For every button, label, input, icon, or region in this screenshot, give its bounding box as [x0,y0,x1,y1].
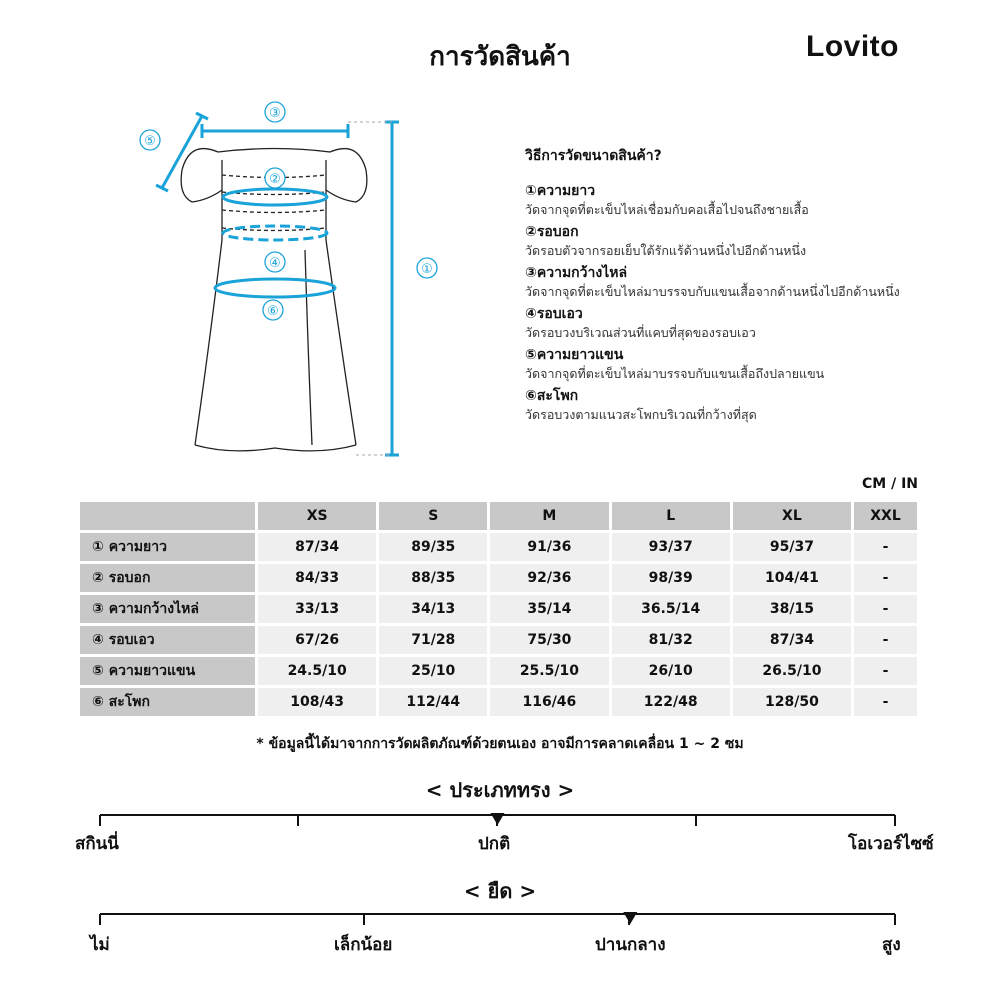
guide-item-desc: วัดรอบตัวจากรอยเย็บใต้รักแร้ด้านหนึ่งไปอีกด้านหนึ่ง [525,243,807,258]
table-cell: 112/44 [379,688,487,716]
row-label: ① ความยาว [80,533,255,561]
guide-item [525,263,955,301]
table-cell: 26/10 [612,657,730,685]
table-cell: 35/14 [490,595,608,623]
guide-dash [348,122,392,455]
fit-pointer [491,813,505,825]
table-cell: 108/43 [258,688,376,716]
size-header: S [379,502,487,530]
table-row [80,657,917,685]
table-cell: 88/35 [379,564,487,592]
row-label: ② รอบอก [80,564,255,592]
guide-item-title: ⑤ความยาวแขน [525,347,624,363]
table-cell: 93/37 [612,533,730,561]
marker-2: ② [269,172,281,187]
guide-item-desc: วัดรอบวงตามแนวสะโพกบริเวณที่กว้างที่สุด [525,407,757,422]
guide-item [525,345,955,383]
stretch-label-medium: ปานกลาง [595,935,666,955]
guide-item-desc: วัดจากจุดที่ตะเข็บไหล่เชื่อมกับคอเสื้อไปจนถึงชายเสื้อ [525,202,809,217]
stretch-scale-title: < ยืด > [463,879,537,903]
row-label: ③ ความกว้างไหล่ [80,595,255,623]
table-cell: 25/10 [379,657,487,685]
table-header-row [80,502,917,530]
table-row [80,564,917,592]
table-cell: 25.5/10 [490,657,608,685]
table-cell: 26.5/10 [733,657,851,685]
table-row [80,626,917,654]
fit-scale-axis [100,815,895,826]
table-cell: 24.5/10 [258,657,376,685]
guide-item-title: ③ความกว้างไหล่ [525,265,628,281]
page-title: การวัดสินค้า [429,42,571,72]
table-cell: 89/35 [379,533,487,561]
table-cell: 128/50 [733,688,851,716]
size-header: XXL [854,502,917,530]
size-header: L [612,502,730,530]
stretch-label-high: สูง [882,935,901,955]
guide-heading: วิธีการวัดขนาดสินค้า? [525,148,662,164]
table-cell: - [854,533,917,561]
table-cell: 36.5/14 [612,595,730,623]
table-row [80,533,917,561]
size-header: M [490,502,608,530]
guide-item-desc: วัดจากจุดที่ตะเข็บไหล่มาบรรจบกับแขนเสื้อจากด้านหนึ่งไปอีกด้านหนึ่ง [525,284,900,299]
table-cell: 34/13 [379,595,487,623]
brand-logo: Lovito [806,30,899,63]
marker-5: ⑤ [144,134,156,149]
table-cell: 67/26 [258,626,376,654]
table-cell: - [854,657,917,685]
table-cell: 38/15 [733,595,851,623]
table-cell: 87/34 [258,533,376,561]
guide-item [525,222,955,260]
guide-item [525,386,955,424]
marker-3: ③ [269,106,281,121]
guide-item-desc: วัดจากจุดที่ตะเข็บไหล่มาบรรจบกับแขนเสื้อถึงปลายแขน [525,366,825,381]
size-header: XS [258,502,376,530]
measure-lines [156,113,399,455]
table-cell: 84/33 [258,564,376,592]
table-cell: 122/48 [612,688,730,716]
table-cell: 33/13 [258,595,376,623]
table-cell: - [854,595,917,623]
fit-label-skinny: สกินนี่ [75,834,119,854]
size-header: XL [733,502,851,530]
table-cell: 91/36 [490,533,608,561]
guide-item-title: ⑥สะโพก [525,388,579,404]
row-label: ⑤ ความยาวแขน [80,657,255,685]
marker-4: ④ [269,256,281,271]
table-cell: 92/36 [490,564,608,592]
fit-label-oversize: โอเวอร์ไซซ์ [848,834,934,854]
guide-item-title: ②รอบอก [525,224,579,240]
unit-label: CM / IN [862,476,918,492]
stretch-pointer [623,912,637,924]
size-table [77,499,920,719]
guide-item [525,304,955,342]
marker-6: ⑥ [267,304,279,319]
guide-item-title: ①ความยาว [525,183,596,199]
fit-label-regular: ปกติ [478,834,511,854]
stretch-scale-axis [100,914,895,925]
fit-scale-title: < ประเภททรง > [425,778,575,802]
stretch-label-none: ไม่ [90,935,110,955]
table-cell: 104/41 [733,564,851,592]
table-cell: 98/39 [612,564,730,592]
guide-item-desc: วัดรอบวงบริเวณส่วนที่แคบที่สุดของรอบเอว [525,325,756,340]
table-cell: 75/30 [490,626,608,654]
table-cell: 95/37 [733,533,851,561]
guide-item [525,181,955,219]
table-corner [80,502,255,530]
table-cell: 116/46 [490,688,608,716]
measurement-note: * ข้อมูลนี้ได้มาจากการวัดผลิตภัณฑ์ด้วยตนเอง อาจมีการคลาดเคลื่อน 1 ~ 2 ซม [256,736,744,752]
measurement-guide [525,145,955,427]
table-row [80,688,917,716]
dress-diagram [130,100,460,470]
table-cell: - [854,626,917,654]
table-cell: 87/34 [733,626,851,654]
table-row [80,595,917,623]
stretch-label-slight: เล็กน้อย [334,935,393,955]
table-cell: - [854,564,917,592]
marker-1: ① [421,262,433,277]
row-label: ⑥ สะโพก [80,688,255,716]
table-cell: 71/28 [379,626,487,654]
table-cell: 81/32 [612,626,730,654]
table-cell: - [854,688,917,716]
row-label: ④ รอบเอว [80,626,255,654]
guide-item-title: ④รอบเอว [525,306,583,322]
